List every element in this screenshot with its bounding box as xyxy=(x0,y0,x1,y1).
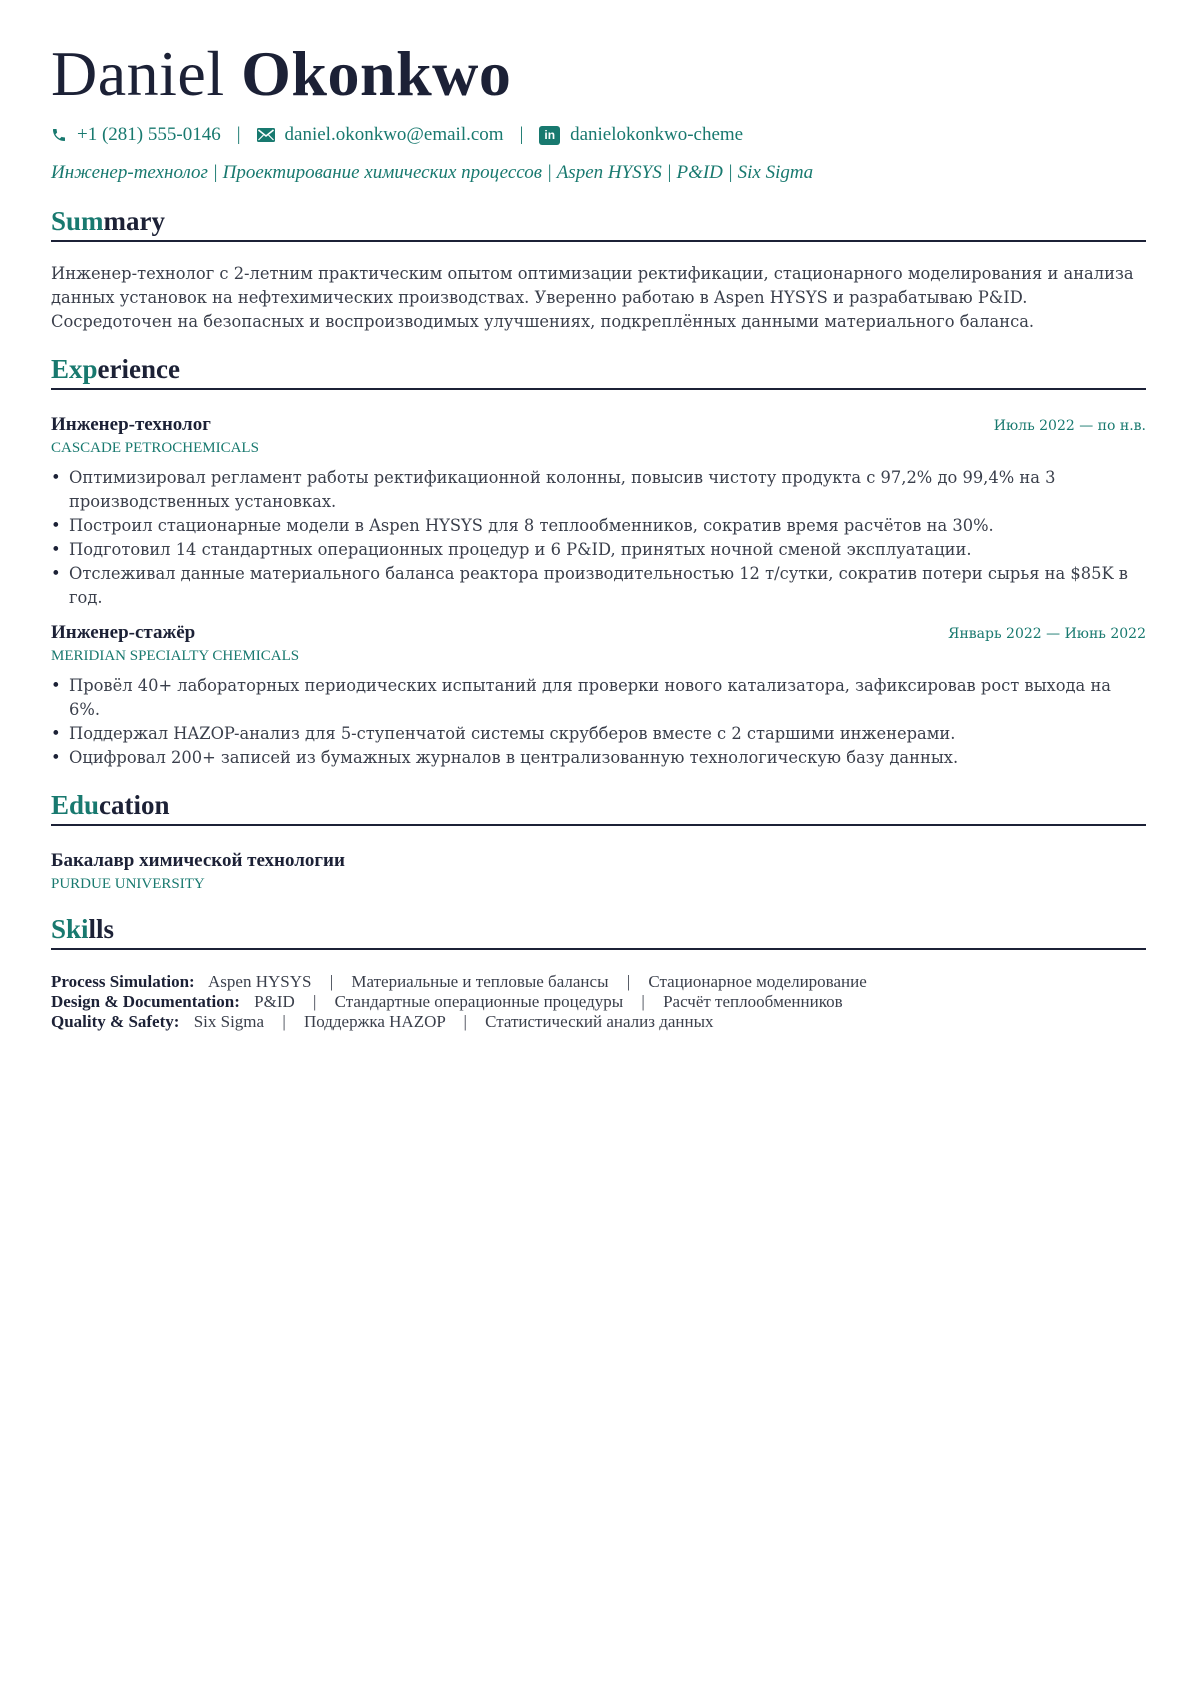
job-bullets xyxy=(51,674,1146,770)
skill-category: Process Simulation: xyxy=(51,972,195,991)
job-entry xyxy=(51,412,1146,610)
resume-page xyxy=(51,36,1146,1032)
education-section xyxy=(51,788,1146,894)
job-title: Инженер-технолог xyxy=(51,414,211,435)
section-title-rest: lls xyxy=(88,914,115,944)
skill-row xyxy=(51,992,1146,1012)
linkedin-icon: in xyxy=(539,126,560,145)
section-title-accent: Sum xyxy=(51,206,104,236)
skill-separator: | xyxy=(313,992,317,1011)
bullet-item: • Отслеживал данные материального баланса реактора производительностью 12 т/сутки, сократив потери сырья на $85K в год. xyxy=(69,562,1146,610)
degree-title: Бакалавр химической технологии xyxy=(51,850,345,871)
skill-item: Aspen HYSYS xyxy=(208,972,312,991)
experience-section xyxy=(51,352,1146,770)
envelope-icon xyxy=(257,128,275,142)
contact-separator: | xyxy=(236,124,241,145)
skill-item: Материальные и тепловые балансы xyxy=(351,972,609,991)
section-title-accent: Exp xyxy=(51,354,98,384)
summary-section xyxy=(51,204,1146,334)
skill-item: Статистический анализ данных xyxy=(485,1012,714,1031)
phone-contact[interactable] xyxy=(51,122,221,148)
skill-item: Расчёт теплообменников xyxy=(663,992,843,1011)
linkedin-text: danielokonkwo-cheme xyxy=(570,124,744,145)
skill-row xyxy=(51,1012,1146,1032)
bullet-item: • Оцифровал 200+ записей из бумажных журналов в централизованную технологическую базу данных. xyxy=(69,746,1146,770)
bullet-item: • Построил стационарные модели в Aspen HYSYS для 8 теплообменников, сократив время расчётов на 30%. xyxy=(69,514,1146,538)
skill-item: P&ID xyxy=(254,992,295,1011)
section-title-education xyxy=(51,788,1146,826)
section-title-rest: mary xyxy=(103,206,166,236)
skills-list xyxy=(51,972,1146,1032)
email-text: daniel.okonkwo@email.com xyxy=(284,124,504,145)
linkedin-contact[interactable] xyxy=(539,122,743,148)
company-name: CASCADE PETROCHEMICALS xyxy=(51,440,259,456)
skills-section xyxy=(51,912,1146,1032)
headline-tagline: Инженер-технолог | Проектирование химических процессов | Aspen HYSYS | P&ID | Six Sigma xyxy=(51,162,814,183)
skill-category: Design & Documentation: xyxy=(51,992,240,1011)
email-contact[interactable] xyxy=(257,122,504,148)
job-date: Январь 2022 — Июнь 2022 xyxy=(948,626,1146,642)
bullet-item: • Поддержал HAZOP-анализ для 5-ступенчатой системы скрубберов вместе с 2 старшими инженерами. xyxy=(69,722,1146,746)
skill-separator: | xyxy=(626,972,631,991)
candidate-name xyxy=(51,36,1146,112)
section-title-experience xyxy=(51,352,1146,390)
contact-bar xyxy=(51,122,1146,148)
phone-icon xyxy=(51,127,67,143)
skill-row xyxy=(51,972,1146,992)
section-title-accent: Edu xyxy=(51,790,100,820)
section-title-accent: Ski xyxy=(51,914,89,944)
skill-separator: | xyxy=(282,1012,286,1031)
skill-separator: | xyxy=(463,1012,467,1031)
skill-separator: | xyxy=(329,972,334,991)
education-entry xyxy=(51,848,1146,894)
bullet-item: • Провёл 40+ лабораторных периодических испытаний для проверки нового катализатора, зафиксировав рост выхода на 6%. xyxy=(69,674,1146,722)
section-title-summary xyxy=(51,204,1146,242)
section-title-skills xyxy=(51,912,1146,950)
skill-category: Quality & Safety: xyxy=(51,1012,180,1031)
section-title-rest: cation xyxy=(99,790,170,820)
last-name: Okonkwo xyxy=(241,38,512,109)
job-header xyxy=(51,412,1146,438)
skill-item: Стационарное моделирование xyxy=(648,972,867,991)
job-date: Июль 2022 — по н.в. xyxy=(993,418,1146,434)
school-name: PURDUE UNIVERSITY xyxy=(51,876,205,892)
skill-separator: | xyxy=(641,992,645,1011)
phone-text: +1 (281) 555-0146 xyxy=(77,124,221,145)
first-name: Daniel xyxy=(51,38,225,109)
contact-separator: | xyxy=(519,124,524,145)
skill-item: Стандартные операционные процедуры xyxy=(334,992,624,1011)
job-entry xyxy=(51,620,1146,770)
skill-item: Six Sigma xyxy=(193,1012,265,1031)
company-name: MERIDIAN SPECIALTY CHEMICALS xyxy=(51,648,300,664)
bullet-item: • Оптимизировал регламент работы ректификационной колонны, повысив чистоту продукта с 97,2% до 99,4% на 3 производственных установках. xyxy=(69,466,1146,514)
job-header xyxy=(51,620,1146,646)
summary-text: Инженер-технолог с 2-летним практическим опытом оптимизации ректификации, стационарного моделирования и анализа данных установок на нефтехимических производствах. Уверенно работаю в Aspen HYSYS и разрабатываю P&ID. Сосредоточен на безопасных и воспроизводимых улучшениях, подкреплённых данными материального баланса. xyxy=(51,264,1134,331)
bullet-item: • Подготовил 14 стандартных операционных процедур и 6 P&ID, принятых ночной сменой эксплуатации. xyxy=(69,538,1146,562)
skill-item: Поддержка HAZOP xyxy=(303,1012,446,1031)
job-title: Инженер-стажёр xyxy=(51,622,196,643)
section-title-rest: erience xyxy=(97,354,180,384)
job-bullets xyxy=(51,466,1146,610)
